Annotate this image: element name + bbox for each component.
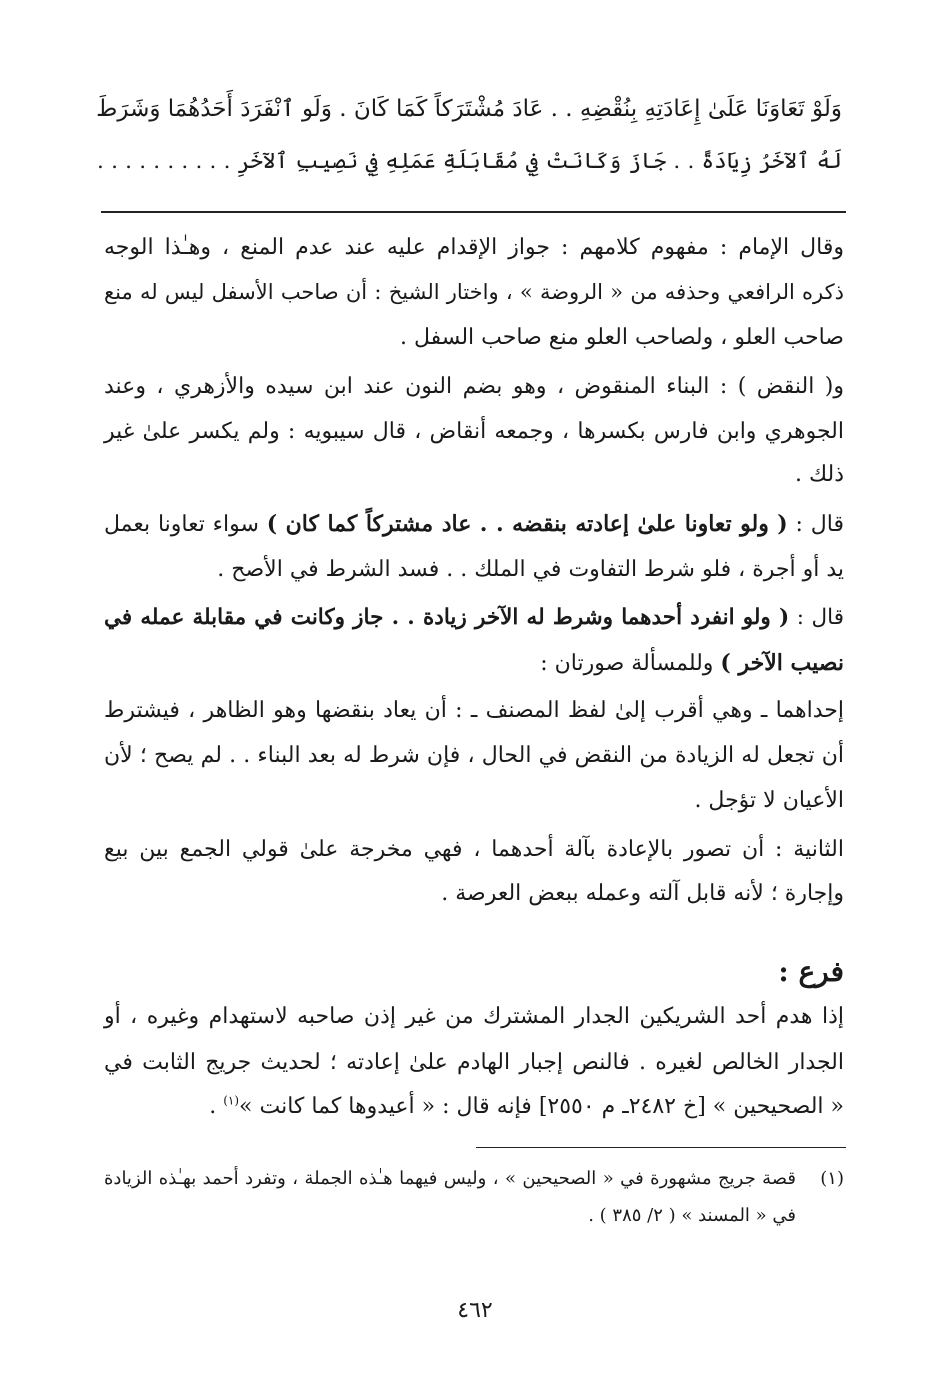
qala-label: قال : [787,512,844,537]
quoted-matn: ( ولو انفرد أحدهما وشرط له الآخر زيادة . . جاز وكانت في مقابلة عمله في [104,605,790,630]
matn-line-2: لَهُ ٱلآخَرُ زِيَادَةً . . جَازَ وَكَانَتْ فِي مُقَابَلَةِ عَمَلِهِ فِي نَصِيبِ ٱلآخَرِ . . . . . . . . . . [97,149,842,174]
far-heading: فرع : [778,955,844,988]
matn-line-1: وَلَوْ تَعَاوَنَا عَلَىٰ إِعَادَتِهِ بِنُقْضِهِ . . عَادَ مُشْتَرَكاً كَمَا كَانَ . وَلَو ٱنْفَرَدَ أَحَدُهُمَا وَشَرَطَ [96,96,842,122]
sharh-p7-line-3 [104,1093,844,1122]
footnote-text: قصة جريج مشهورة في « الصحيحين » ، وليس فيهما هـٰذه الجملة ، وتفرد أحمد بهـٰذه الزيادة [104,1168,796,1189]
footnote-marker: (١) [223,1093,240,1108]
sharh-p5-line-3: الأعيان لا تؤجل . [694,788,844,813]
sharh-p5-line-1: إحداهما ـ وهي أقرب إلىٰ لفظ المصنف ـ : أن يعاد بنقضها وهو الظاهر ، فيشترط [104,698,844,723]
sharh-p6-line-1: الثانية : أن تصور بالإعادة بآلة أحدهما ، فهي مخرجة علىٰ قولي الجمع بين بيع [104,837,844,862]
sharh-text: . [209,1094,224,1119]
sharh-p7-line-2: الجدار الخالص لغيره . فالنص إجبار الهادم علىٰ إعادته ؛ لحديث جريج الثابت في [104,1050,844,1075]
sharh-p4-line-1 [104,604,844,632]
footnote-separator [476,1147,846,1148]
sharh-p2-line-2: الجوهري وابن فارس بكسرها ، وجمعه أنقاض ، قال سيبويه : ولم يكسر علىٰ غير [104,419,844,444]
sharh-p1-line-2: ذكره الرافعي وحذفه من « الروضة » ، واختار الشيخ : أن صاحب الأسفل ليس له منع [104,280,844,304]
sharh-p3-line-2: يد أو أجرة ، فلو شرط التفاوت في الملك . . فسد الشرط في الأصح . [217,557,844,582]
sharh-text: وللمسألة صورتان : [540,651,721,676]
sharh-text: سواء تعاونا بعمل [104,512,267,537]
sharh-p2-line-3: ذلك . [794,462,844,487]
matn-separator [101,211,846,213]
sharh-text: « الصحيحين » [خ ٢٤٨٢ـ م ٢٥٥٠] فإنه قال : « أعيدوها كما كانت » [239,1094,844,1119]
sharh-p1-line-1: وقال الإمام : مفهوم كلامهم : جواز الإقدام عليه عند عدم المنع ، وهـٰذا الوجه [104,235,844,260]
footnote-line-1 [104,1167,844,1190]
sharh-p6-line-2: وإجارة ؛ لأنه قابل آلته وعمله ببعض العرصة . [441,881,844,906]
sharh-p1-line-3: صاحب العلو ، ولصاحب العلو منع صاحب السفل . [399,325,844,350]
sharh-p4-line-2 [104,649,844,679]
sharh-p7-line-1: إذا هدم أحد الشريكين الجدار المشترك من غير إذن صاحبه لاستهدام وغيره ، أو [104,1004,844,1029]
sharh-p3-line-1 [104,510,844,540]
footnote-number: (١) [820,1168,844,1189]
sharh-p5-line-2: أن تجعل له الزيادة من النقض في الحال ، فإن شرط له بعد البناء . . لم يصح ؛ لأن [104,743,844,768]
quoted-matn: ( ولو تعاونا علىٰ إعادته بنقضه . . عاد مشتركاً كما كان ) [266,511,788,537]
page-number: ٤٦٢ [457,1298,493,1323]
footnote-line-2: في « المسند » ( ٢/ ٣٨٥ ) . [588,1205,796,1226]
qala-label: قال : [789,605,844,630]
sharh-p2-line-1: و( النقض ) : البناء المنقوض ، وهو بضم النون عند ابن سيده والأزهري ، وعند [104,374,844,399]
quoted-matn: نصيب الآخر ) [720,650,844,676]
